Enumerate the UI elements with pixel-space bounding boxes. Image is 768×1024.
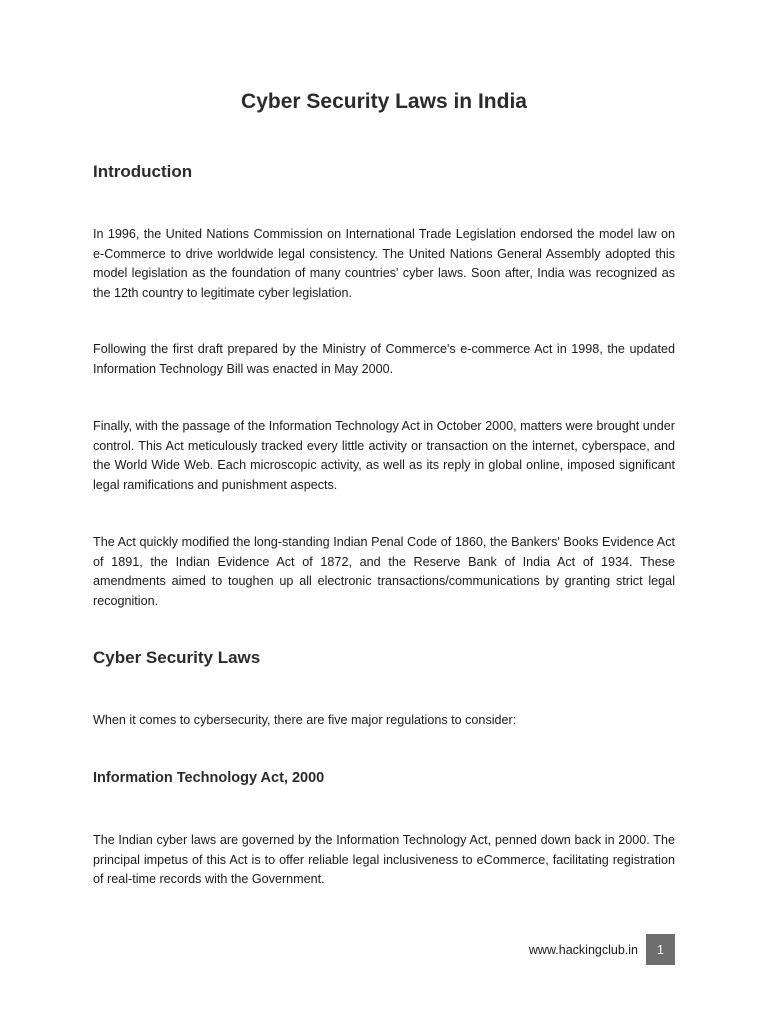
paragraph-4: The Act quickly modified the long-standing Indian Penal Code of 1860, the Bankers' Books Evidence Act of 1891, the Indian Evidence Act of 1872, and the Reserve Bank of India Act of 1934. These amendments aimed to toughen up all electronic transactions/communications by granting strict legal recognition. [93, 535, 675, 608]
page-footer [529, 934, 675, 965]
it-act-paragraph: The Indian cyber laws are governed by the Information Technology Act, penned down back in 2000. The principal impetus of this Act is to offer reliable legal inclusiveness to eCommerce, facilitating registration of real-time records with the Government. [93, 833, 675, 886]
footer-website-link[interactable]: www.hackingclub.in [528, 942, 638, 957]
paragraph-2: Following the first draft prepared by the Ministry of Commerce's e-commerce Act in 1998, the updated Information Technology Bill was enacted in May 2000. [93, 342, 675, 376]
page-number-badge: 1 [646, 934, 675, 965]
heading-it-act: Information Technology Act, 2000 [93, 770, 325, 786]
paragraph-1: In 1996, the United Nations Commission on International Trade Legislation endorsed the model law on e-Commerce to drive worldwide legal consistency. The United Nations General Assembly adopted this model legislation as the foundation of many countries' cyber laws. Soon after, India was recognized as the 12th country to legitimate cyber legislation. [93, 227, 675, 300]
heading-introduction: Introduction [93, 162, 193, 181]
paragraph-3: Finally, with the passage of the Information Technology Act in October 2000, matters were brought under control. This Act meticulously tracked every little activity or transaction on the internet, cyberspace, and the World Wide Web. Each microscopic activity, as well as its reply in global online, imposed significant legal ramifications and punishment aspects. [93, 419, 675, 492]
laws-intro-text: When it comes to cybersecurity, there are five major regulations to consider: [93, 713, 517, 727]
heading-cyber-security-laws: Cyber Security Laws [93, 648, 261, 667]
page-title: Cyber Security Laws in India [241, 90, 527, 113]
